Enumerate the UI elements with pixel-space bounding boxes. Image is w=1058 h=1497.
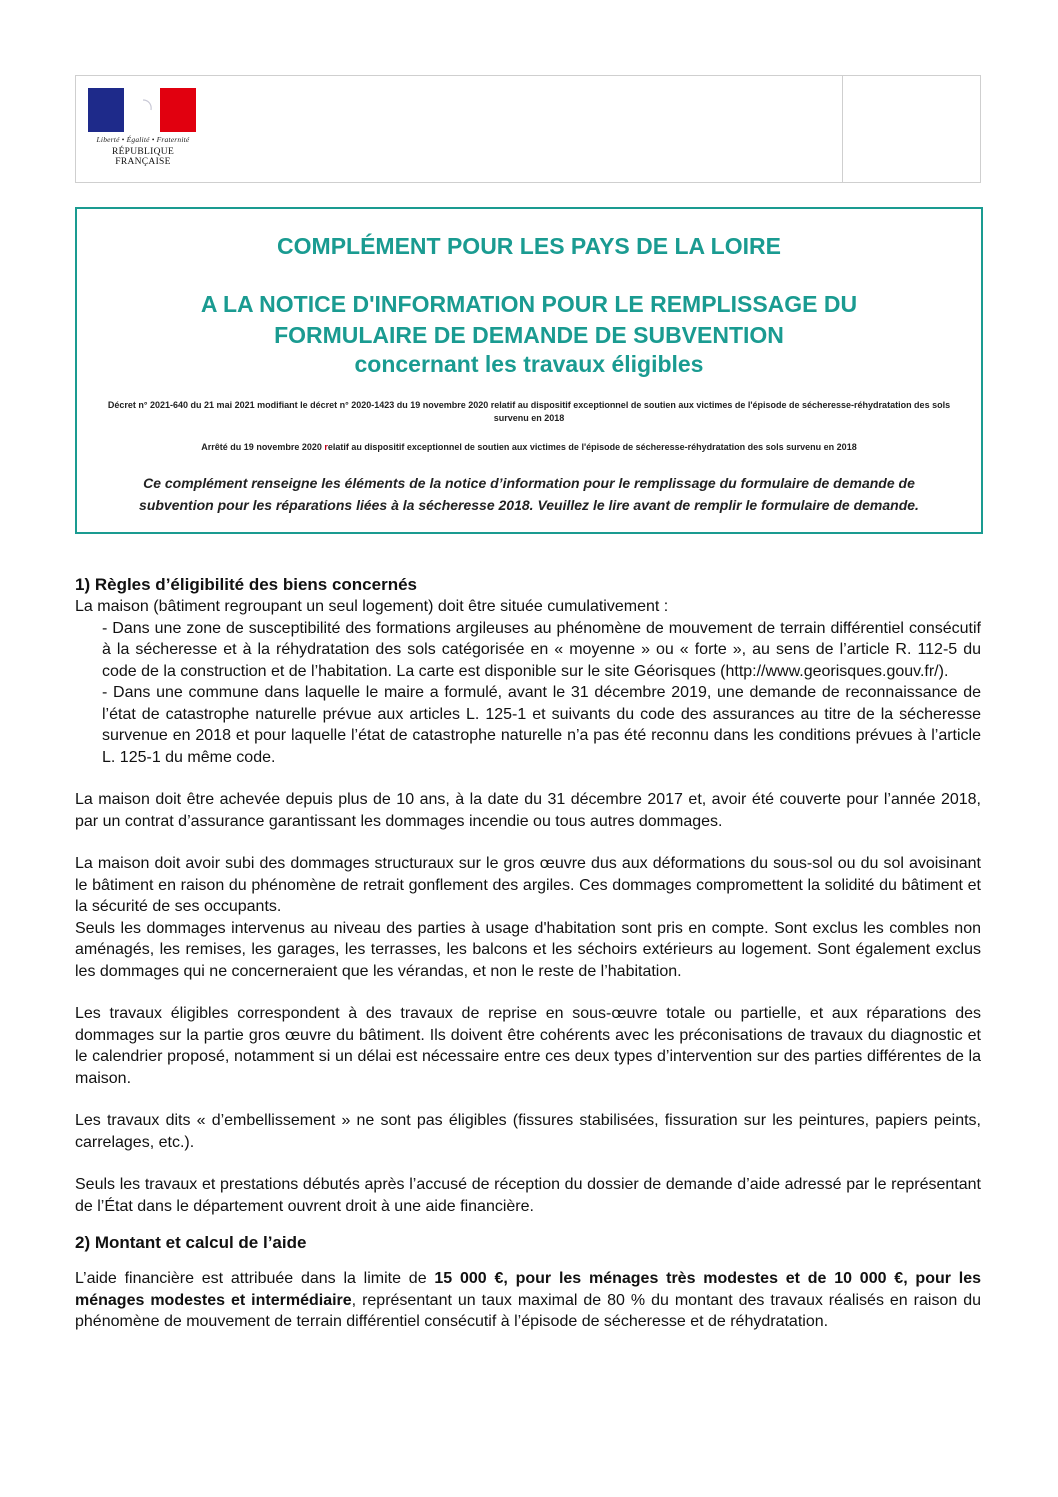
motto-text: Liberté • Égalité • Fraternité xyxy=(96,135,190,144)
arrete-red-letter: r xyxy=(324,442,328,452)
paragraph-damages: La maison doit avoir subi des dommages structuraux sur le gros œuvre dus aux déformations du sous-sol ou du sol avoisinant le bâtiment en raison du phénomène de retrait gonflement des argiles. Ces dommages compromettent la solidité du bâtiment et la sécurité de ses occupants. xyxy=(75,855,981,915)
title-line-2a: A LA NOTICE D'INFORMATION POUR LE REMPLISSAGE DU xyxy=(200,291,858,317)
republic-name: RÉPUBLIQUE FRANÇAISE xyxy=(111,147,175,167)
section-1-lead: La maison (bâtiment regroupant un seul logement) doit être située cumulativement : xyxy=(75,598,669,615)
header-divider xyxy=(842,76,843,182)
marianne-flag-icon xyxy=(88,88,196,132)
paragraph-eligible-works: Les travaux éligibles correspondent à des travaux de reprise en sous-œuvre totale ou partielle, et aux réparations des dommages sur la partie gros œuvre du bâtiment. Ils doivent être cohérents avec les préconisations de travaux du diagnostic et le calendrier proposé, notamment si un délai est nécessaire entre ces deux types d’intervention sur des parties différentes de la maison. xyxy=(75,1005,981,1087)
paragraph-aid-amount xyxy=(75,1268,981,1333)
aid-text-b: , représentant un taux maximal de 80 % du montant des travaux réalisés en raison du phénomène de mouvement de terrain différentiel consécutif à l’épisode de sécheresse et de réhydratation. xyxy=(75,1291,982,1330)
title-line-1: COMPLÉMENT POUR LES PAYS DE LA LOIRE xyxy=(277,233,781,259)
title-line-2b: FORMULAIRE DE DEMANDE DE SUBVENTION xyxy=(274,322,784,348)
paragraph-embellishment: Les travaux dits « d’embellissement » ne sont pas éligibles (fissures stabilisées, fissuration sur les peintures, papiers peints, carrelages, etc.). xyxy=(75,1112,981,1151)
document-body xyxy=(75,573,981,1333)
arrete-reference xyxy=(107,442,951,452)
eligibility-bullet-2: - Dans une commune dans laquelle le maire a formulé, avant le 31 décembre 2019, une demande de reconnaissance de l’état de catastrophe naturelle prévue aux articles L. 125-1 et suivants du code des assurances au titre de la sécheresse survenue en 2018 et pour laquelle l’état de catastrophe naturelle n’a pas été reconnu dans les conditions prévues à l’article L. 125-1 du même code. xyxy=(102,684,981,766)
intro-note: Ce complément renseigne les éléments de la notice d’information pour le remplissage du formulaire de demande de subvention pour les réparations liées à la sécheresse 2018. Veuillez le lire avant de remplir le formulaire de demande. xyxy=(139,475,919,513)
title-line-2 xyxy=(77,289,981,351)
aid-amount-bold: 15 000 €, pour les ménages très modestes et de 10 000 €, pour les ménages modestes et intermédiaire xyxy=(75,1270,982,1309)
arrete-text-a: Arrêté du 19 novembre 2020 xyxy=(201,442,325,452)
section-1-heading: 1) Règles d’éligibilité des biens concernés xyxy=(75,575,418,594)
arrete-text-b: elatif au dispositif exceptionnel de soutien aux victimes de l'épisode de sécheresse-réhydratation des sols survenu en 2018 xyxy=(327,442,857,452)
paragraph-completion: La maison doit être achevée depuis plus de 10 ans, à la date du 31 décembre 2017 et, avoir été couverte pour l’année 2018, par un contrat d’assurance garantissant les dommages incendie ou tous autres dommages. xyxy=(75,791,981,830)
title-box xyxy=(75,207,983,534)
section-2-heading: 2) Montant et calcul de l’aide xyxy=(75,1233,307,1252)
eligibility-bullet-1: - Dans une zone de susceptibilité des formations argileuses au phénomène de mouvement de terrain différentiel consécutif à la sécheresse et à la réhydratation des sols catégorisée en « moyenne » ou « forte », au sens de l’article R. 112-5 du code de la construction et de l’habitation. La carte est disponible sur le site Géorisques (http://www.georisques.gouv.fr/). xyxy=(102,619,981,680)
decree-reference: Décret n° 2021-640 du 21 mai 2021 modifiant le décret n° 2020-1423 du 19 novembre 2020 relatif au dispositif exceptionnel de soutien aux victimes de l'épisode de sécheresse-réhydratation des sols survenu en 2018 xyxy=(107,400,951,423)
paragraph-start-date: Seuls les travaux et prestations débutés après l’accusé de réception du dossier de demande d’aide adressé par le représentant de l’État dans le département ouvrent droit à une aide financière. xyxy=(75,1176,981,1215)
title-line-3: concernant les travaux éligibles xyxy=(354,351,704,377)
header-block xyxy=(75,75,981,183)
republique-logo xyxy=(84,88,202,167)
aid-text-a: L’aide financière est attribuée dans la limite de xyxy=(75,1270,435,1287)
paragraph-exclusions: Seuls les dommages intervenus au niveau des parties à usage d'habitation sont pris en compte. Sont exclus les combles non aménagés, les remises, les garages, les terrasses, les balcons et les séchoirs extérieurs au logement. Sont également exclus les dommages qui ne concerneraient que les vérandas, et non le reste de l’habitation. xyxy=(75,919,981,980)
